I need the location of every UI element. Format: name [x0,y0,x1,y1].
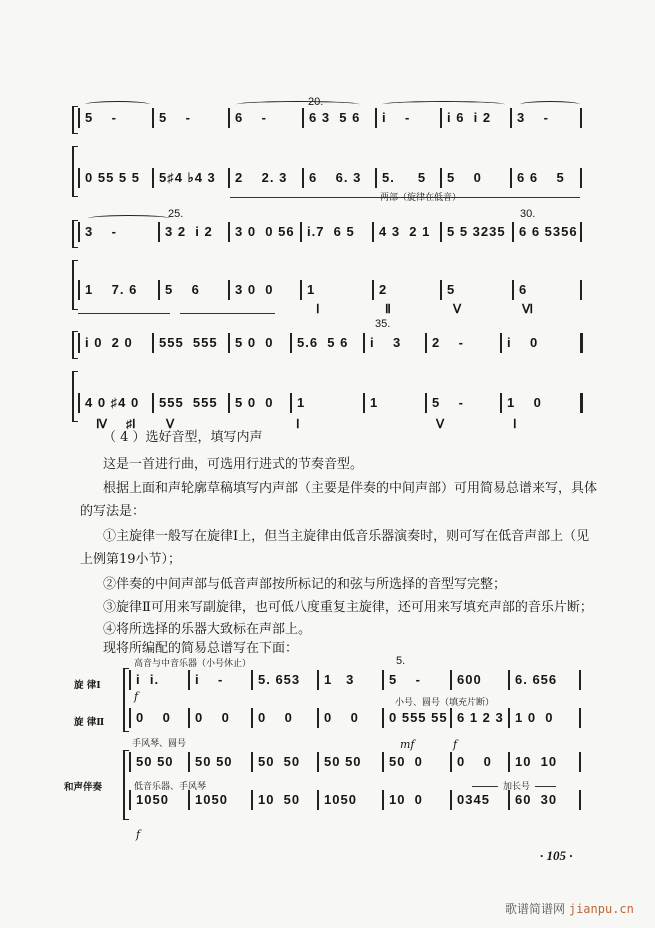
barline [440,280,442,300]
barline [579,790,581,810]
chord-numeral: Ⅵ [522,302,534,316]
measure-notes: 5 0 [447,170,482,185]
paragraph-line: ④将所选择的乐器大致标在声部上。 [103,622,312,637]
measure-notes: 2 [379,282,388,297]
barline [228,393,230,413]
dynamic-mark: f [453,738,458,751]
barline [425,393,427,413]
annotation-line [535,786,556,787]
measure-notes: 1 [297,395,306,410]
measure-notes: i 0 2 0 [85,335,133,350]
barline [158,222,160,242]
measure-notes: 2 - [432,335,465,350]
measure-notes: 5 0 0 [235,335,274,350]
barline [290,393,292,413]
watermark [505,900,634,917]
measure-notes: i - [382,110,411,125]
barline [450,752,452,772]
measure-notes: 5 - [159,110,192,125]
barline [512,280,514,300]
measure-notes: 2 2. 3 [235,170,288,185]
measure-notes: 5. 653 [258,672,301,687]
barline [579,670,581,690]
measure-notes: 6 6. 3 [309,170,362,185]
barline [78,333,80,353]
barline [317,670,319,690]
barline [450,670,452,690]
measure-notes: 6 3 5 6 [309,110,361,125]
measure-notes: 5♯4 ♭4 3 [159,170,216,185]
barline [129,790,131,810]
measure-number: 5. [396,655,406,667]
barline [500,393,502,413]
barline [78,280,80,300]
instrument-annotation: 低音乐器、手风琴 [134,782,207,792]
barline [500,333,502,353]
measure-notes: 1050 [136,792,169,807]
slur [85,101,150,108]
barline [317,708,319,728]
measure-notes: 1050 [195,792,228,807]
page-number: · 105 · [540,848,573,863]
paragraph-line: ③旋律Ⅱ可用来写副旋律，也可低八度重复主旋律，还可用来写填充声部的音乐片断； [103,600,593,615]
barline [580,280,582,300]
barline [129,708,131,728]
barline [440,222,442,242]
barline [510,168,512,188]
barline [78,108,80,128]
barline [152,393,154,413]
paragraph-line: 这是一首进行曲，可选用行进式的节奏音型。 [103,457,364,472]
measure-notes: 3 2 i 2 [165,224,213,239]
barline [382,708,384,728]
measure-notes: 0 0 [136,710,171,725]
measure-notes: 10 0 [389,792,423,807]
barline [251,752,253,772]
measure-notes: i.7 6 5 [307,224,355,239]
measure-notes: 50 50 [136,754,174,769]
measure-notes: i - [195,672,224,687]
barline [382,670,384,690]
annotation-line [472,786,498,787]
annotation-line [180,313,275,314]
measure-notes: 6. 656 [515,672,558,687]
instrument-annotation: 高音与中音乐器（小号休止） [134,659,252,669]
staff-label: 旋 律Ⅰ [74,680,101,691]
barline [78,393,80,413]
barline [372,280,374,300]
barline [228,168,230,188]
barline [317,790,319,810]
measure-notes: 600 [457,672,482,687]
barline [382,752,384,772]
barline [158,280,160,300]
measure-notes: 5. 5 [382,170,427,185]
barline [188,708,190,728]
barline [508,708,510,728]
measure-notes: 5.6 5 6 [297,335,349,350]
staff-label: 和声伴奏 [64,782,103,793]
barline [580,393,583,413]
instrument-annotation: 加长号 [503,782,531,792]
barline [425,333,427,353]
measure-notes: 4 3 2 1 [379,224,431,239]
watermark-url: jianpu.cn [568,902,634,916]
barline [440,108,442,128]
measure-notes: 60 30 [515,792,558,807]
barline [152,108,154,128]
barline [188,670,190,690]
barline [363,393,365,413]
barline [300,280,302,300]
measure-notes: 5 0 0 [235,395,274,410]
measure-number: 20. [308,96,324,108]
measure-notes: 6 6 5356 [519,224,578,239]
measure-notes: 1 7. 6 [85,282,138,297]
paragraph-line: 现将所编配的简易总谱写在下面： [103,641,299,656]
measure-notes: 6 6 5 [517,170,565,185]
slur [520,101,580,108]
measure-notes: 4 0 ♯4 0 [85,395,140,410]
measure-notes: 6 - [235,110,268,125]
slur [236,101,360,108]
measure-notes: 5 [447,282,456,297]
barline [512,222,514,242]
slur [88,215,170,222]
measure-notes: i 6 i 2 [447,110,492,125]
barline [580,333,583,353]
measure-notes: 3 - [517,110,550,125]
paragraph-line: 根据上面和声轮廓草稿填写内声部（主要是伴奏的中间声部）可用简易总谱来写，具体 [103,481,598,496]
dynamic-mark: mf [400,738,415,751]
measure-notes: i i. [136,672,160,687]
measure-notes: 0345 [457,792,490,807]
chord-numeral: Ⅴ [453,302,462,316]
barline [129,752,131,772]
barline [302,108,304,128]
barline [382,790,384,810]
measure-notes: 1 0 [507,395,542,410]
instrument-annotation: 两部（旋律在低音） [380,193,462,203]
measure-notes: 0 55 5 5 [85,170,140,185]
measure-notes: 1050 [324,792,357,807]
chord-numeral: Ⅴ [166,417,175,431]
section-heading: （ 4 ）选好音型，填写内声 [103,430,263,445]
measure-notes: 50 50 [324,754,362,769]
annotation-line [230,197,580,198]
dynamic-mark: f [134,690,139,703]
measure-notes: 0 0 [457,754,492,769]
chord-numeral: Ⅳ [96,417,108,431]
barline [375,168,377,188]
barline [78,222,80,242]
barline [450,708,452,728]
measure-notes: 5 5 3235 [447,224,506,239]
instrument-annotation: 小号、圆号（填充片断） [395,698,495,708]
chord-numeral: Ⅰ [513,417,517,431]
measure-notes: 0 0 [324,710,359,725]
measure-notes: 3 - [85,224,118,239]
measure-notes: i 0 [507,335,539,350]
barline [228,333,230,353]
barline [228,222,230,242]
barline [450,790,452,810]
barline [152,333,154,353]
barline [188,790,190,810]
instrument-annotation: 手风琴、圆号 [132,739,187,749]
paragraph-line: 的写法是： [80,504,146,519]
barline [251,708,253,728]
dynamic-mark: f [136,828,141,841]
measure-notes: 10 50 [258,792,301,807]
measure-number: 35. [375,318,391,330]
measure-notes: i 3 [370,335,402,350]
measure-number: 30. [520,208,536,220]
watermark-cn: 歌谱简谱网 [505,902,566,916]
measure-notes: 1 3 [324,672,355,687]
barline [317,752,319,772]
chord-numeral: Ⅰ [316,302,320,316]
measure-notes: 10 10 [515,754,558,769]
measure-notes: 6 1 2 3 [457,710,504,725]
barline [579,708,581,728]
staff-label: 旋 律Ⅱ [74,717,105,728]
barline [129,670,131,690]
barline [78,168,80,188]
chord-numeral: Ⅰ [296,417,300,431]
chord-numeral: Ⅱ [385,302,391,316]
measure-notes: 555 555 [159,335,218,350]
barline [510,108,512,128]
barline [188,752,190,772]
measure-notes: 0 0 [258,710,293,725]
barline [375,108,377,128]
measure-notes: 5 - [85,110,118,125]
barline [152,168,154,188]
measure-notes: 5 - [389,672,422,687]
measure-notes: 1 0 0 [515,710,554,725]
measure-notes: 3 0 0 [235,282,274,297]
barline [251,670,253,690]
measure-notes: 3 0 0 56 [235,224,295,239]
measure-notes: 5 - [432,395,465,410]
barline [579,752,581,772]
barline [440,168,442,188]
barline [363,333,365,353]
measure-notes: 5 6 [165,282,200,297]
measure-notes: 0 0 [195,710,230,725]
barline [508,670,510,690]
measure-notes: 50 50 [195,754,233,769]
barline [508,790,510,810]
barline [290,333,292,353]
measure-notes: 6 [519,282,528,297]
barline [228,108,230,128]
paragraph-line: ①主旋律一般写在旋律Ⅰ上，但当主旋律由低音乐器演奏时，则可写在低音声部上（见 [103,529,590,544]
measure-notes: 1 [370,395,379,410]
barline [580,108,582,128]
paragraph-line: 上例第19小节）； [80,552,182,567]
barline [580,168,582,188]
barline [300,222,302,242]
barline [228,280,230,300]
barline [372,222,374,242]
measure-notes: 50 50 [258,754,301,769]
paragraph-line: ②伴奏的中间声部与低音声部按所标记的和弦与所选择的音型写完整； [103,577,507,592]
slur [382,101,505,108]
chord-numeral: Ⅴ [436,417,445,431]
measure-notes: 0 555 55 [389,710,448,725]
barline [251,790,253,810]
measure-notes: 50 0 [389,754,423,769]
measure-number: 25. [168,208,184,220]
chord-numeral: ♯Ⅰ [126,417,136,431]
annotation-line [78,313,170,314]
measure-notes: 1 [307,282,316,297]
barline [580,222,582,242]
barline [302,168,304,188]
measure-notes: 555 555 [159,395,218,410]
barline [508,752,510,772]
